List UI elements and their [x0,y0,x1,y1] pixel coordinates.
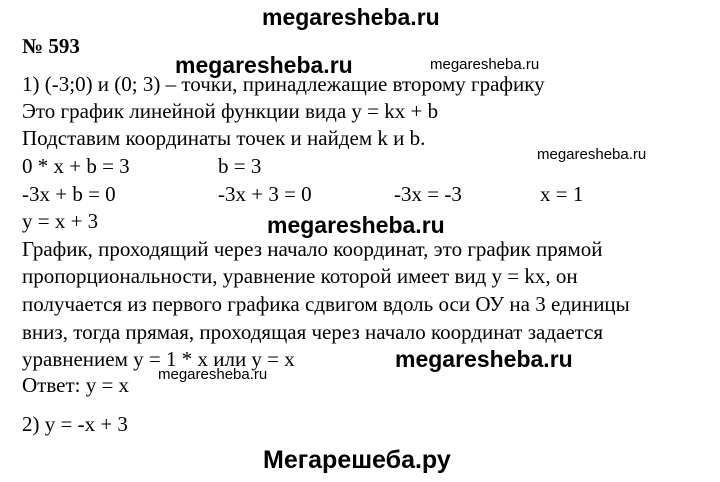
equation: x = 1 [540,182,584,206]
watermark: megaresheba.ru [267,212,445,238]
equation: 0 * x + b = 3 [22,154,130,178]
watermark: megaresheba.ru [395,346,573,372]
watermark: megaresheba.ru [430,56,540,73]
watermark-top: megaresheba.ru [262,4,440,30]
equation: -3x + b = 0 [22,182,116,206]
solution-line: вниз, тогда прямая, проходящая через начало координат задается [22,320,604,344]
solution-line: График, проходящий через начало координат, это график прямой [22,237,603,261]
equation: y = x + 3 [22,209,99,233]
solution-line: Это график линейной функции вида y = kx + b [22,99,439,123]
watermark: megaresheba.ru [175,52,353,78]
footer-watermark: Мегарешеба.ру [263,446,451,474]
answer: Ответ: y = x [22,373,130,397]
equation: -3x + 3 = 0 [218,182,312,206]
equation: b = 3 [218,154,262,178]
watermark: megaresheba.ru [158,366,268,383]
equation: -3x = -3 [394,182,462,206]
solution-line: получается из первого графика сдвигом вдоль оси ОУ на 3 единицы [22,292,630,316]
problem-number: № 593 [22,34,80,58]
solution-line: пропорциональности, уравнение которой имеет вид y = kx, он [22,264,578,288]
solution-line: 1) (-3;0) и (0; 3) – точки, принадлежащие второму графику [22,72,545,96]
solution-line: уравнением y = 1 * x или y = x [22,347,295,371]
solution-line: Подставим координаты точек и найдем k и b. [22,126,426,150]
watermark: megaresheba.ru [537,146,647,163]
solution-line: 2) y = -x + 3 [22,412,128,436]
